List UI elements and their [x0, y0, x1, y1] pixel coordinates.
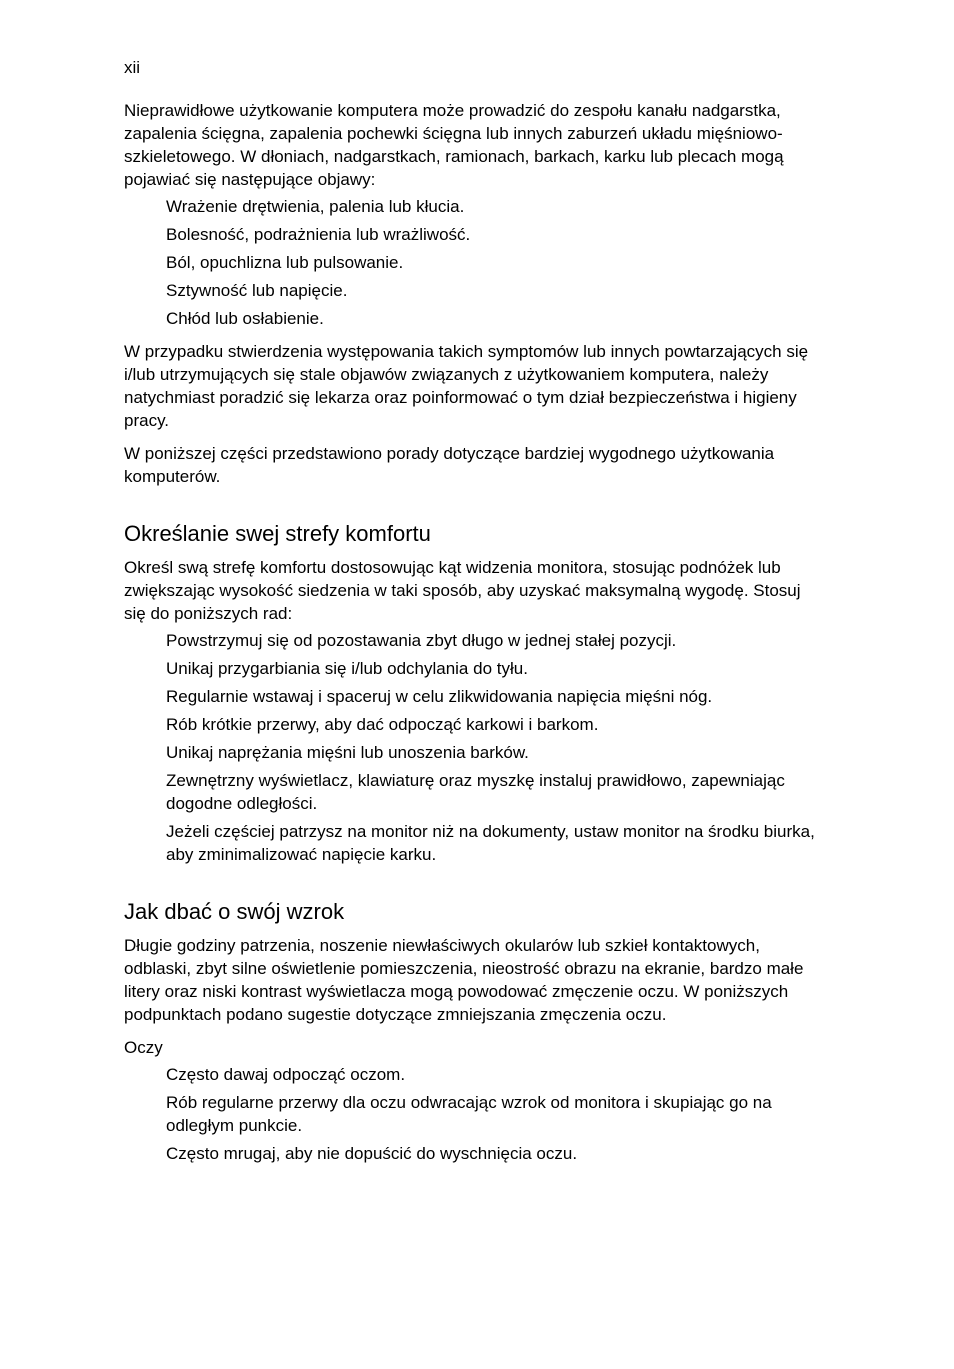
list-item: Regularnie wstawaj i spaceruj w celu zlikwidowania napięcia mięśni nóg. [166, 687, 713, 706]
tips-intro-paragraph: W poniższej części przedstawiono porady dotyczące bardziej wygodnego użytkowania komputerów. [124, 444, 775, 486]
list-item: Wrażenie drętwienia, palenia lub kłucia. [166, 197, 465, 216]
list-item: Rób krótkie przerwy, aby dać odpocząć karkowi i barkom. [166, 715, 599, 734]
symptom-advice-paragraph: W przypadku stwierdzenia występowania takich symptomów lub innych powtarzających się i/lub utrzymujących się stale objawów związanych z użytkowaniem komputera, należy natychmiast poradzić się lekarza oraz poinformować o tym dział bezpieczeństwa i higieny pracy. [124, 342, 809, 430]
comfort-zone-paragraph: Określ swą strefę komfortu dostosowując kąt widzenia monitora, stosując podnóżek lub zwiększając wysokość siedzenia w taki sposób, aby uzyskać maksymalną wygodę. Stosuj się do poniższych rad: [124, 558, 801, 623]
list-item: Bolesność, podrażnienia lub wrażliwość. [166, 225, 471, 244]
intro-paragraph: Nieprawidłowe użytkowanie komputera może prowadzić do zespołu kanału nadgarstka, zapalenia ścięgna, zapalenia pochewki ścięgna lub innych zaburzeń układu mięśniowo-szkieletowego. W dłoniach, nadgarstkach, ramionach, barkach, karku lub plecach mogą pojawiać się następujące objawy: [124, 101, 784, 189]
list-item: Często dawaj odpocząć oczom. [166, 1065, 406, 1084]
list-item: Sztywność lub napięcie. [166, 281, 348, 300]
document-body [124, 99, 824, 1175]
eye-care-paragraph: Długie godziny patrzenia, noszenie niewłaściwych okularów lub szkieł kontaktowych, odblaski, zbyt silne oświetlenie pomieszczenia, nieostrość obrazu na ekranie, bardzo małe litery oraz niski kontrast wyświetlacza mogą powodować zmęczenie oczu. W poniższych podpunktach podano sugestie dotyczące zmniejszania zmęczenia oczu. [124, 936, 804, 1024]
list-item: Chłód lub osłabienie. [166, 309, 324, 328]
page-number: xii [124, 58, 141, 77]
list-item: Unikaj przygarbiania się i/lub odchylania do tyłu. [166, 659, 528, 678]
list-item: Powstrzymuj się od pozostawania zbyt długo w jednej stałej pozycji. [166, 631, 677, 650]
list-item: Unikaj naprężania mięśni lub unoszenia barków. [166, 743, 529, 762]
comfort-zone-heading: Określanie swej strefy komfortu [124, 521, 431, 546]
eye-tips-list [166, 1063, 824, 1165]
list-item: Zewnętrzny wyświetlacz, klawiaturę oraz myszkę instaluj prawidłowo, zapewniając dogodne odległości. [166, 771, 785, 813]
list-item: Ból, opuchlizna lub pulsowanie. [166, 253, 404, 272]
symptom-list [166, 195, 824, 330]
list-item: Często mrugaj, aby nie dopuścić do wyschnięcia oczu. [166, 1144, 578, 1163]
comfort-tips-list [166, 629, 824, 866]
list-item: Rób regularne przerwy dla oczu odwracając wzrok od monitora i skupiając go na odległym punkcie. [166, 1093, 772, 1135]
eye-care-heading: Jak dbać o swój wzrok [124, 899, 345, 924]
list-item: Jeżeli częściej patrzysz na monitor niż na dokumenty, ustaw monitor na środku biurka, aby zminimalizować napięcie karku. [166, 822, 815, 864]
eyes-subheading: Oczy [124, 1038, 163, 1057]
